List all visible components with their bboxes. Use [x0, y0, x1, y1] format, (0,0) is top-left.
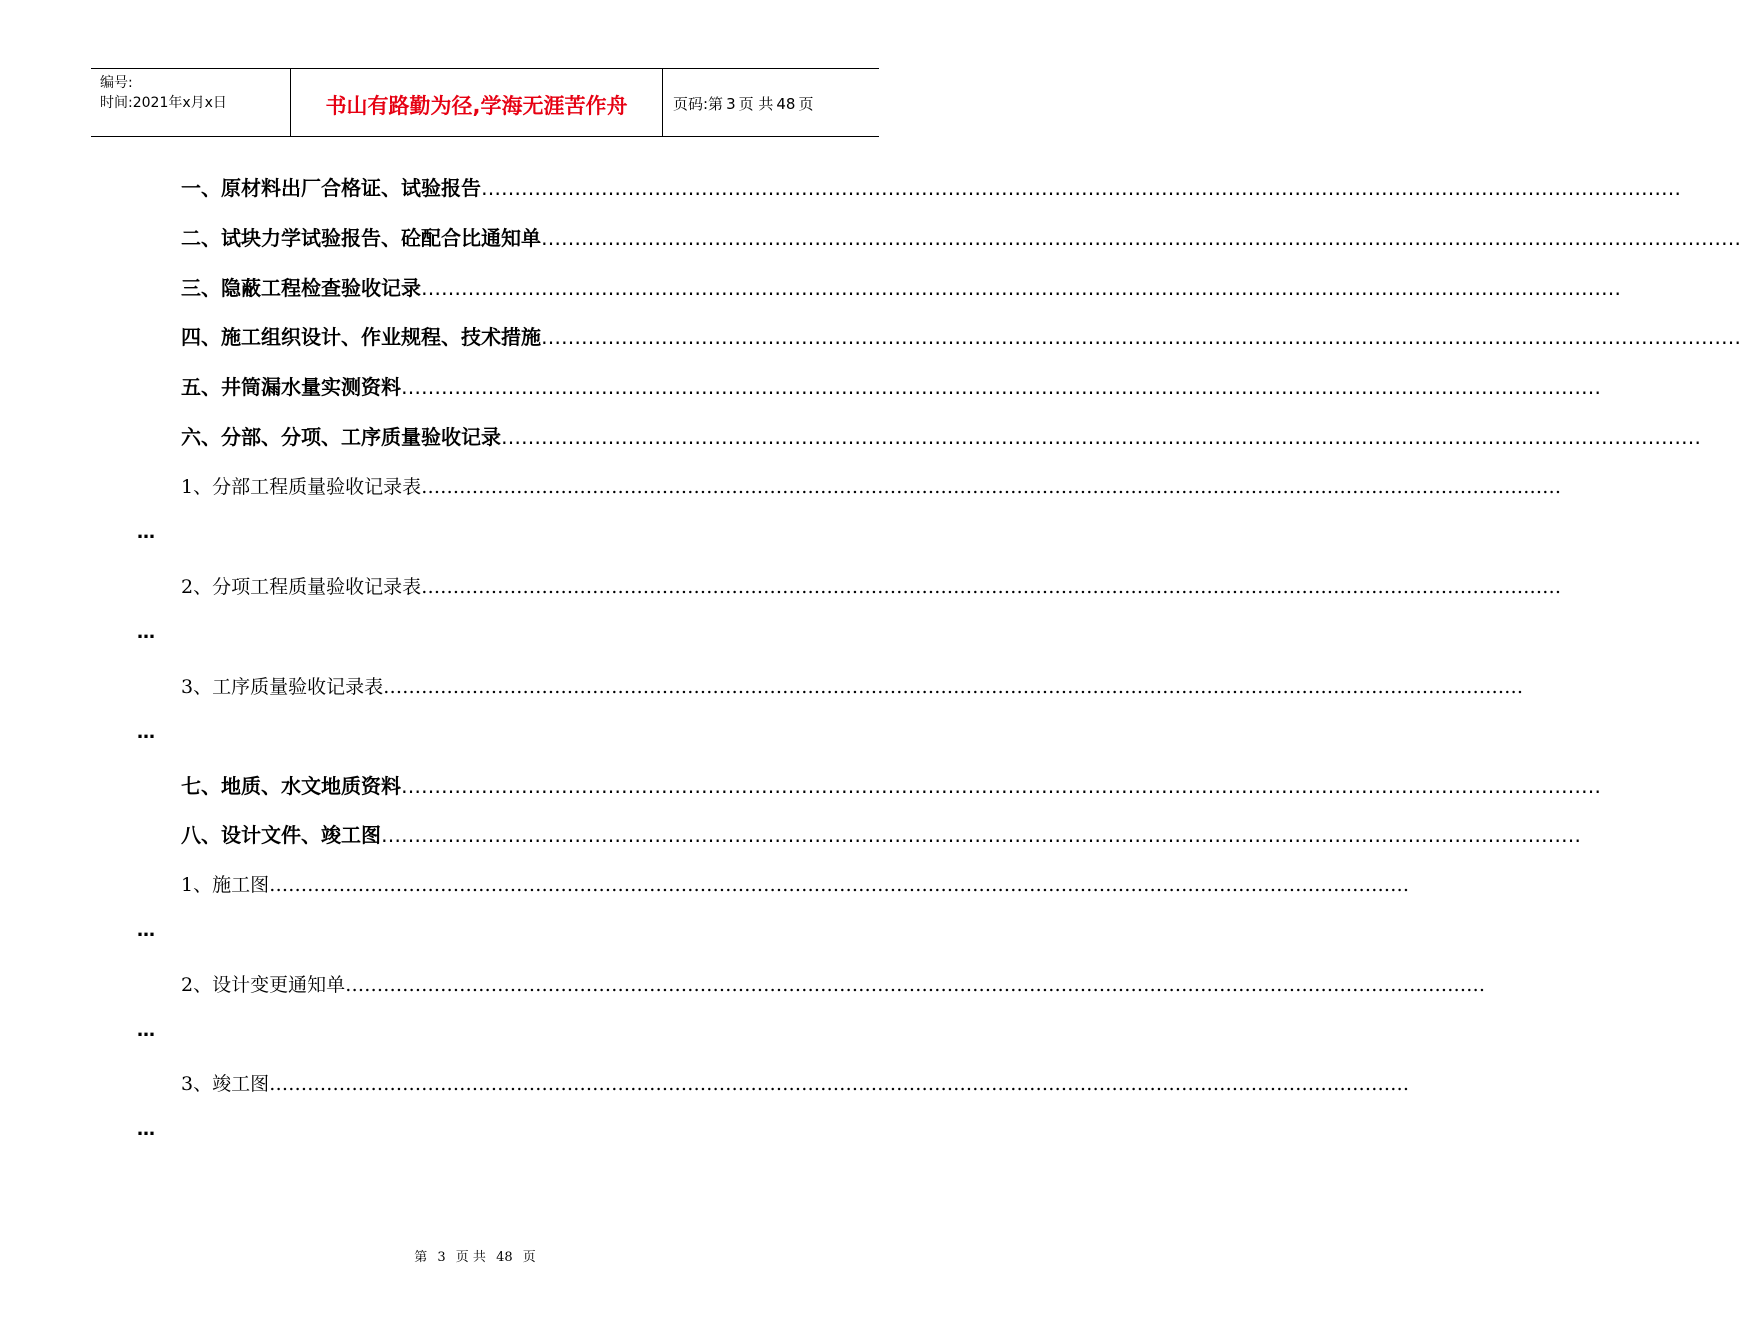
toc-entry-label: 3、工序质量验收记录表	[181, 676, 384, 698]
footer-prefix: 第	[414, 1250, 428, 1265]
toc-entry-leader: ………………………………………………………………………………………………………………………………………………………………	[345, 974, 1486, 996]
toc-entry-label: 四、施工组织设计、作业规程、技术措施	[181, 325, 541, 349]
toc-entry-label: 1、施工图	[181, 874, 270, 896]
toc-entry	[181, 322, 1741, 352]
toc-entry-label: 三、隐蔽工程检查验收记录	[181, 276, 421, 300]
toc-entry-leader-continuation: …	[137, 522, 155, 543]
footer-page-current: 3	[437, 1250, 446, 1265]
header-motto: 书山有路勤为径,学海无涯苦作舟	[291, 69, 663, 136]
toc-entry	[181, 572, 1562, 602]
document-time-label: 时间:2021年x月x日	[100, 95, 227, 111]
toc-entry-label: 六、分部、分项、工序质量验收记录	[181, 425, 501, 449]
page-header	[91, 68, 879, 137]
document-number-label: 编号:	[100, 75, 133, 91]
toc-entry-leader: ………………………………………………………………………………………………………………………………………………………………	[401, 375, 1601, 399]
header-page-label: 页码:第	[673, 95, 724, 113]
page-footer	[0, 1246, 950, 1265]
toc-entry-label: 五、井筒漏水量实测资料	[181, 375, 401, 399]
toc-entry	[181, 970, 1486, 1000]
toc-entry-leader: ………………………………………………………………………………………………………………………………………………………………	[501, 425, 1701, 449]
toc-entry-label: 八、设计文件、竣工图	[181, 823, 381, 847]
footer-page-total: 48	[496, 1250, 513, 1265]
toc-entry-leader: ………………………………………………………………………………………………………………………………………………………………	[541, 226, 1741, 250]
footer-suffix: 页	[522, 1250, 536, 1265]
toc-entry	[181, 173, 1681, 203]
toc-entry	[181, 870, 1410, 900]
toc-entry	[181, 472, 1562, 502]
header-page-current: 3	[726, 94, 736, 113]
footer-mid: 页 共	[455, 1250, 486, 1265]
toc-entry-label: 2、设计变更通知单	[181, 974, 346, 996]
toc-entry-leader-continuation: …	[137, 622, 155, 643]
header-page-mid: 页 共	[738, 95, 774, 113]
toc-entry-leader: ………………………………………………………………………………………………………………………………………………………………	[541, 325, 1741, 349]
toc-entry-leader: ………………………………………………………………………………………………………………………………………………………………	[421, 576, 1562, 598]
toc-entry-leader-continuation: …	[137, 1119, 155, 1140]
toc-entry	[181, 422, 1701, 452]
toc-entry-label: 一、原材料出厂合格证、试验报告	[181, 176, 481, 200]
toc-entry-leader: ………………………………………………………………………………………………………………………………………………………………	[269, 874, 1410, 896]
toc-entry-leader-continuation: …	[137, 1020, 155, 1041]
header-meta	[91, 69, 291, 136]
toc-entry-leader: ………………………………………………………………………………………………………………………………………………………………	[481, 176, 1681, 200]
toc-entry	[181, 223, 1741, 253]
toc-entry-leader: ………………………………………………………………………………………………………………………………………………………………	[421, 276, 1621, 300]
toc-entry-leader: ………………………………………………………………………………………………………………………………………………………………	[381, 823, 1581, 847]
toc-entry-leader: ………………………………………………………………………………………………………………………………………………………………	[401, 774, 1601, 798]
toc-entry-label: 3、竣工图	[181, 1073, 270, 1095]
header-page-indicator	[663, 69, 879, 136]
toc-entry	[181, 771, 1601, 801]
toc-entry-leader: ………………………………………………………………………………………………………………………………………………………………	[421, 476, 1562, 498]
toc-entry	[181, 372, 1601, 402]
toc-entry-leader-continuation: …	[137, 920, 155, 941]
toc-entry-label: 2、分项工程质量验收记录表	[181, 576, 422, 598]
toc-entry-label: 七、地质、水文地质资料	[181, 774, 401, 798]
toc-entry	[181, 820, 1581, 850]
toc-entry	[181, 1069, 1410, 1099]
toc-entry-label: 1、分部工程质量验收记录表	[181, 476, 422, 498]
toc-entry	[181, 672, 1524, 702]
header-page-suffix: 页	[798, 95, 814, 113]
toc-entry-leader-continuation: …	[137, 722, 155, 743]
toc-entry-leader: ………………………………………………………………………………………………………………………………………………………………	[269, 1073, 1410, 1095]
header-page-total: 48	[776, 94, 796, 113]
toc-entry-leader: ………………………………………………………………………………………………………………………………………………………………	[383, 676, 1524, 698]
toc-entry-label: 二、试块力学试验报告、砼配合比通知单	[181, 226, 541, 250]
toc-entry	[181, 273, 1621, 303]
